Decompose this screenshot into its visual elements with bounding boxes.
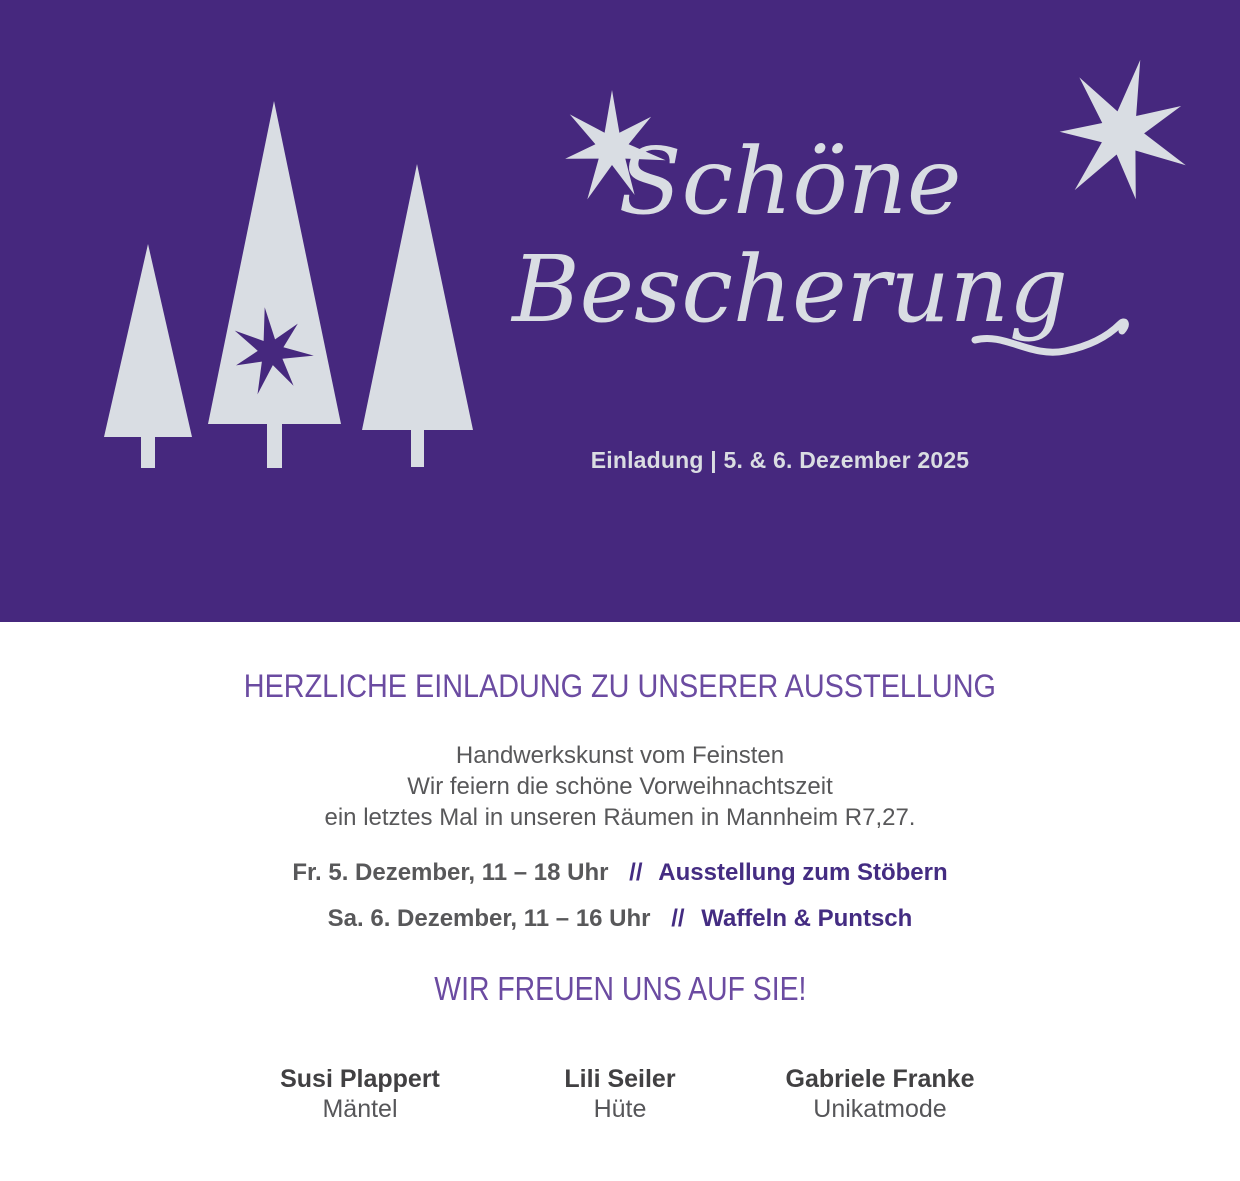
- exhibitor-specialty: Hüte: [593, 1095, 647, 1123]
- tree-small-icon: [104, 244, 192, 437]
- main-heading-text: HERZLICHE EINLADUNG ZU UNSERER AUSSTELLUNG: [243, 668, 997, 704]
- exhibitor-name: Susi Plappert: [280, 1065, 440, 1093]
- event-title: Ausstellung zum Stöbern: [658, 859, 948, 886]
- closing-line-text: WIR FREUEN UNS AUF SIE!: [433, 970, 807, 1007]
- tree-medium-icon: [362, 164, 473, 430]
- event-title: Waffeln & Puntsch: [701, 905, 913, 932]
- exhibitor-specialty: Mäntel: [322, 1095, 398, 1123]
- exhibitor: [490, 1064, 750, 1124]
- tree-large-trunk: [267, 424, 282, 468]
- exhibitor-name: Lili Seiler: [564, 1065, 676, 1093]
- tree-small-trunk: [141, 437, 155, 468]
- intro-line: Wir feiern die schöne Vorweihnachtszeit: [407, 773, 833, 800]
- closing-line: [0, 969, 1240, 1009]
- exhibitor-name: Gabriele Franke: [785, 1065, 975, 1093]
- tree-medium-trunk: [411, 430, 424, 467]
- invitation-body: [0, 622, 1240, 1181]
- event-datetime: Sa. 6. Dezember, 11 – 16 Uhr: [327, 905, 651, 932]
- main-heading: [0, 668, 1240, 704]
- event-separator: //: [671, 905, 685, 932]
- intro-paragraph: [0, 740, 1240, 833]
- script-title-line2: Bescherung: [512, 235, 1068, 343]
- event-datetime: Fr. 5. Dezember, 11 – 18 Uhr: [292, 859, 609, 886]
- tree-large-icon: [208, 101, 341, 424]
- event-separator: //: [629, 859, 643, 886]
- event-row: [0, 905, 1240, 933]
- exhibitor: [750, 1064, 1010, 1124]
- exhibitor-specialty: Unikatmode: [813, 1095, 947, 1123]
- script-title: [500, 128, 1080, 343]
- christmas-trees-icon: [104, 101, 473, 468]
- event-row: [0, 859, 1240, 887]
- intro-line: Handwerkskunst vom Feinsten: [455, 742, 785, 769]
- exhibitors: [230, 1064, 1010, 1124]
- event-date-subtitle: Einladung | 5. & 6. Dezember 2025: [590, 447, 970, 473]
- script-title-line1: Schöne: [618, 128, 962, 235]
- intro-line: ein letztes Mal in unseren Räumen in Mannheim R7,27.: [324, 804, 916, 831]
- exhibitor: [230, 1064, 490, 1124]
